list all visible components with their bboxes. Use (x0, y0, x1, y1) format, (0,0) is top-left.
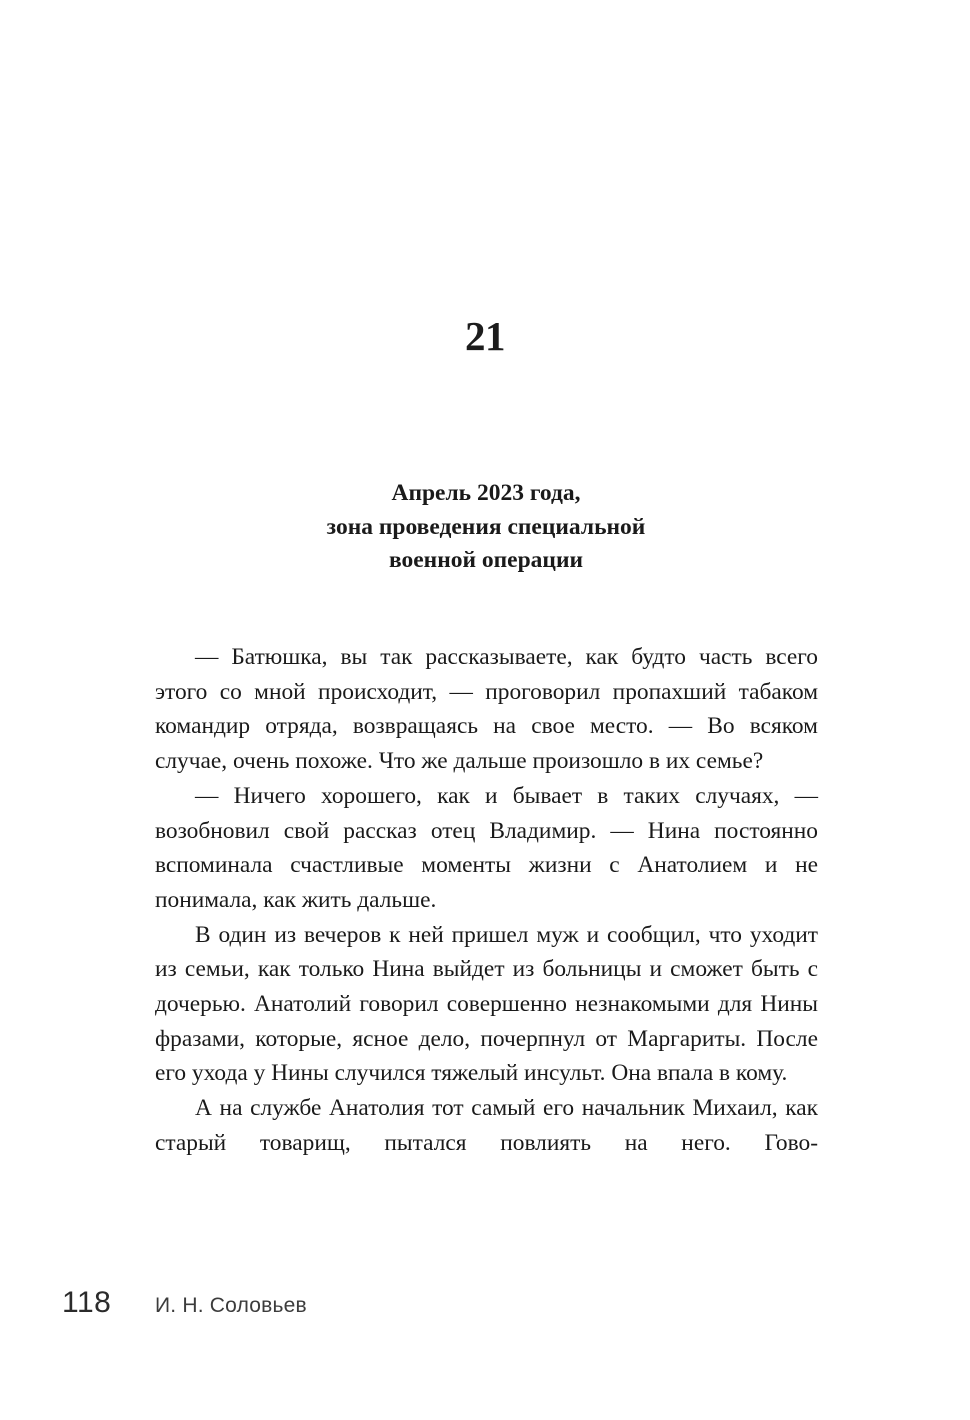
body-text-column (155, 640, 818, 1161)
body-paragraph: В один из вечеров к ней пришел муж и сообщил, что уходит из семьи, как только Нина выйдет из больницы и сможет быть с дочерью. Анатолий говорил совершенно незнакомыми для Нины фразами, которые, ясное дело, почерпнул от Маргариты. После его ухода у Нины случился тяжелый инсульт. Она впала в кому. (155, 921, 818, 1087)
section-heading-line-1: Апрель 2023 года, (391, 480, 581, 506)
body-paragraph: А на службе Анатолия тот самый его начальник Михаил, как старый товарищ, пытался повлиять на него. Гово- (155, 1095, 818, 1156)
page-footer (0, 1286, 970, 1326)
body-paragraph: — Батюшка, вы так рассказываете, как будто часть всего этого со мной происходит, — проговорил пропахший табаком командир отряда, возвращаясь на свое место. — Во всяком случае, очень похоже. Что же дальше произошло в их семье? (155, 644, 818, 775)
section-heading-line-2: зона проведения специальной (326, 513, 646, 540)
chapter-number: 21 (465, 313, 505, 359)
body-paragraph: — Ничего хорошего, как и бывает в таких случаях, — возобновил свой рассказ отец Владимир. — Нина постоянно вспоминала счастливые моменты жизни с Анатолием и не понимала, как жить дальше. (155, 782, 818, 913)
section-heading (155, 477, 817, 578)
running-title-author: И. Н. Соловьев (155, 1294, 307, 1317)
page-number: 118 (62, 1286, 112, 1319)
section-heading-line-3: военной операции (388, 547, 584, 573)
